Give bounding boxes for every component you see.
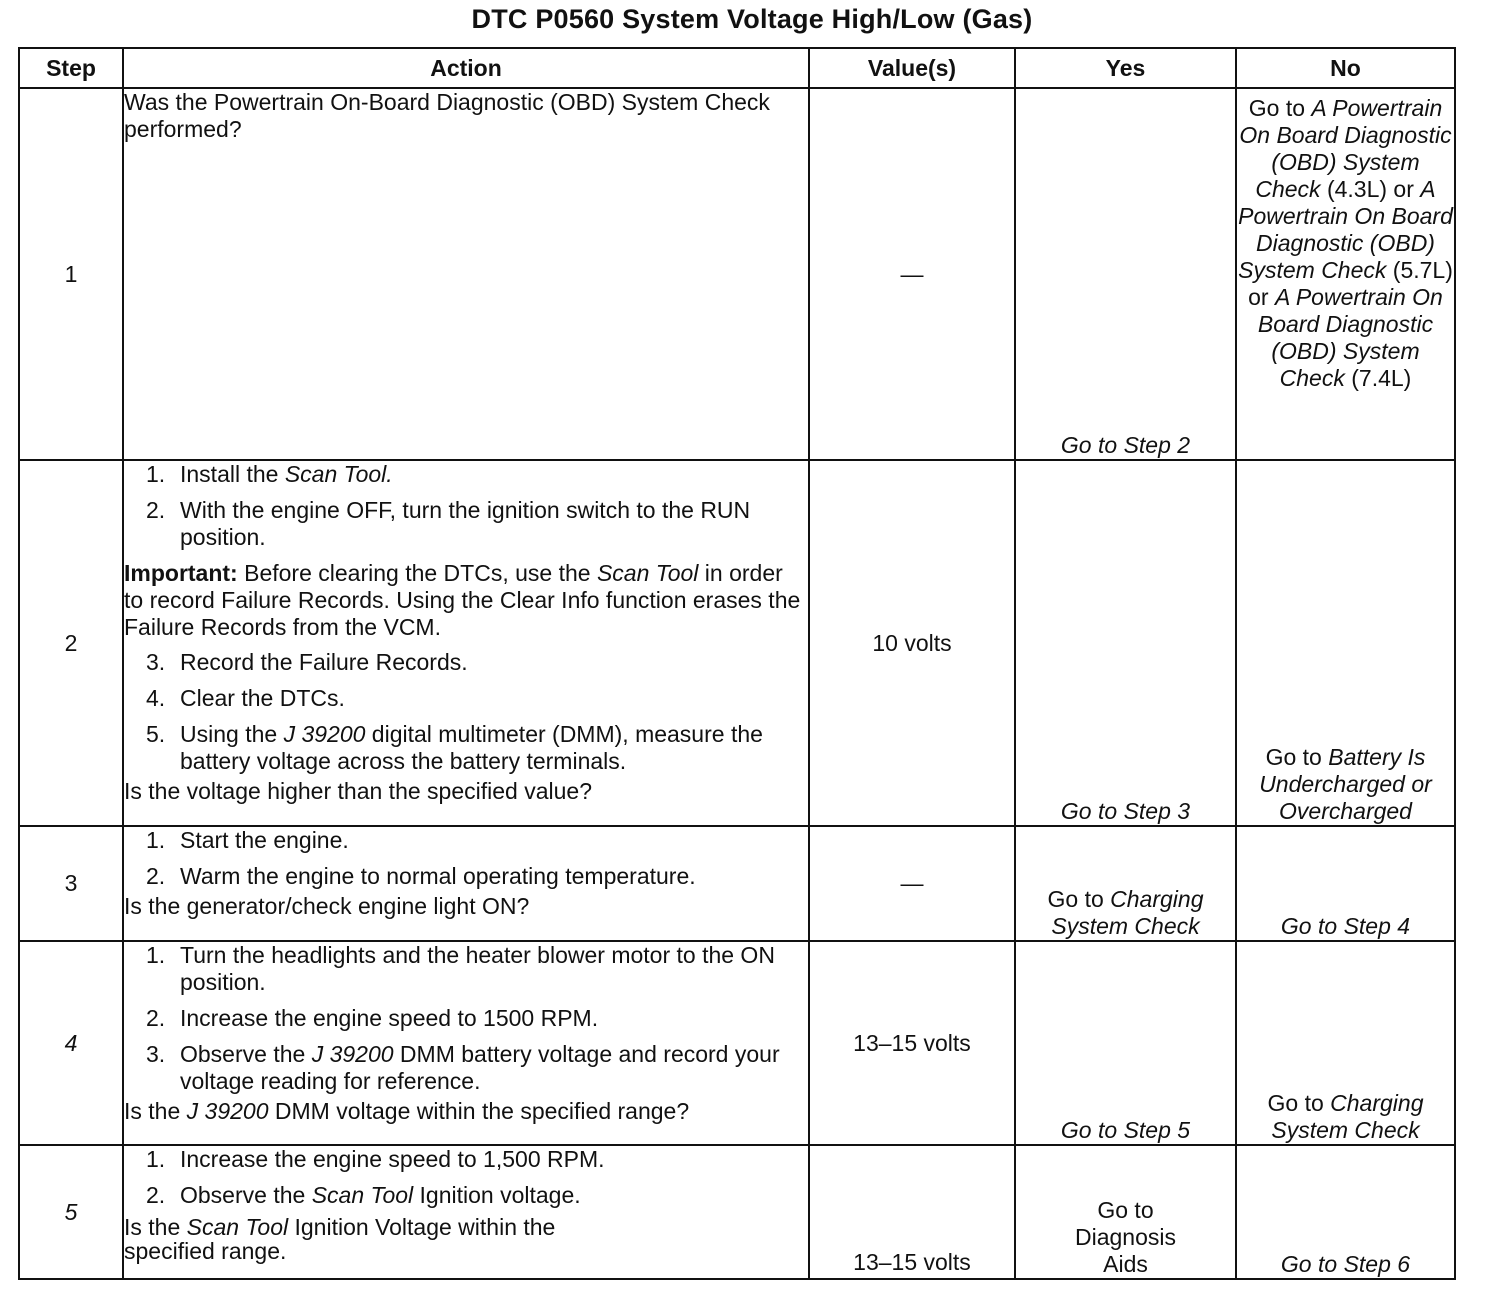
step-number: 5 — [19, 1145, 123, 1279]
no-link[interactable]: Charging System Check — [1271, 1090, 1424, 1143]
list-item: 1. Increase the engine speed to 1,500 RPM. — [146, 1146, 605, 1172]
no-link[interactable]: Go to Step 4 — [1280, 913, 1411, 939]
important-note: Important: Before clearing the DTCs, use the Scan Tool in order to record Failure Records. Using the Clear Info function erases the Failure Records from the VCM. — [124, 560, 801, 640]
list-item: 1. Start the engine. — [146, 827, 349, 853]
no-cell — [1236, 941, 1455, 1145]
action-cell — [123, 826, 809, 941]
list-item: 4. Clear the DTCs. — [146, 685, 345, 711]
table-row — [19, 1145, 1455, 1279]
step-number: 4 — [19, 941, 123, 1145]
go-to-label: Go to — [1267, 1090, 1324, 1116]
table-row — [19, 88, 1455, 460]
action-cell — [123, 88, 809, 460]
yes-link[interactable]: Charging System Check — [1051, 886, 1204, 939]
list-item: 1. Turn the headlights and the heater blower motor to the ON position. — [146, 942, 775, 995]
engine-label: (5.7L) or — [1248, 257, 1453, 310]
header-yes: Yes — [1015, 48, 1236, 88]
header-no: No — [1236, 48, 1455, 88]
no-cell — [1236, 460, 1455, 826]
table-row — [19, 941, 1455, 1145]
step-number: 1 — [19, 88, 123, 460]
step-list — [124, 827, 808, 890]
yes-cell — [1015, 826, 1236, 941]
no-link[interactable]: A Powertrain On Board Diagnostic (OBD) System Check — [1257, 284, 1443, 391]
value-cell: 13–15 volts — [809, 941, 1015, 1145]
engine-label: (7.4L) — [1351, 365, 1412, 391]
table-row — [19, 826, 1455, 941]
go-to-label: Go to — [1265, 744, 1322, 770]
no-cell — [1236, 88, 1455, 460]
go-to-label: Go to — [1047, 886, 1104, 912]
question-text: Is the J 39200 DMM voltage within the specified range? — [124, 1098, 690, 1124]
no-link[interactable]: Battery Is Undercharged or Overcharged — [1259, 744, 1432, 824]
header-step: Step — [19, 48, 123, 88]
list-item: 3. Record the Failure Records. — [146, 649, 468, 675]
yes-cell — [1015, 941, 1236, 1145]
list-item: 2. With the engine OFF, turn the ignition switch to the RUN position. — [146, 497, 751, 550]
no-link[interactable]: A Powertrain On Board Diagnostic (OBD) System Check — [1238, 176, 1453, 283]
no-link[interactable]: A Powertrain On Board Diagnostic (OBD) System Check — [1239, 95, 1452, 202]
page-title: DTC P0560 System Voltage High/Low (Gas) — [471, 4, 1033, 34]
list-item: 1. Install the Scan Tool. — [146, 461, 393, 487]
step-number: 3 — [19, 826, 123, 941]
go-to-label: Go to — [1248, 95, 1306, 121]
yes-cell — [1015, 460, 1236, 826]
yes-link[interactable]: Go to Step 3 — [1060, 798, 1191, 824]
table-row — [19, 460, 1455, 826]
list-item: 2. Increase the engine speed to 1500 RPM. — [146, 1005, 599, 1031]
value-cell: 10 volts — [809, 460, 1015, 826]
value-cell: — — [809, 826, 1015, 941]
step-list — [124, 942, 808, 1095]
yes-cell[interactable]: Go to Diagnosis Aids — [1015, 1145, 1236, 1279]
question-text: Is the Scan Tool Ignition Voltage within the specified range. — [124, 1214, 556, 1264]
value-cell: 13–15 volts — [809, 1145, 1015, 1279]
list-item: 2. Observe the Scan Tool Ignition voltage. — [146, 1182, 581, 1208]
step-list — [124, 649, 808, 775]
no-link[interactable]: Go to Step 6 — [1280, 1251, 1411, 1277]
question-text: Is the generator/check engine light ON? — [124, 893, 530, 919]
list-item: 3. Observe the J 39200 DMM battery voltage and record your voltage reading for reference. — [146, 1041, 780, 1094]
list-item: 5. Using the J 39200 digital multimeter (DMM), measure the battery voltage across the battery terminals. — [146, 721, 763, 774]
no-cell — [1236, 826, 1455, 941]
header-values: Value(s) — [809, 48, 1015, 88]
list-item: 2. Warm the engine to normal operating temperature. — [146, 863, 696, 889]
action-cell — [123, 460, 809, 826]
diagnostic-table — [18, 47, 1456, 1280]
step-list — [124, 1146, 808, 1209]
header-action: Action — [123, 48, 809, 88]
step-list — [124, 461, 808, 551]
yes-link[interactable]: Go to Step 5 — [1060, 1117, 1191, 1143]
no-cell — [1236, 1145, 1455, 1279]
step-number: 2 — [19, 460, 123, 826]
question-text: Is the voltage higher than the specified value? — [124, 778, 592, 804]
engine-label: (4.3L) or — [1326, 176, 1414, 202]
action-cell — [123, 941, 809, 1145]
yes-link[interactable]: Go to Step 2 — [1060, 432, 1191, 458]
action-cell — [123, 1145, 809, 1279]
yes-cell — [1015, 88, 1236, 460]
table-header-row — [19, 48, 1455, 88]
value-cell: — — [809, 88, 1015, 460]
question-text: Was the Powertrain On-Board Diagnostic (OBD) System Check performed? — [124, 89, 770, 142]
